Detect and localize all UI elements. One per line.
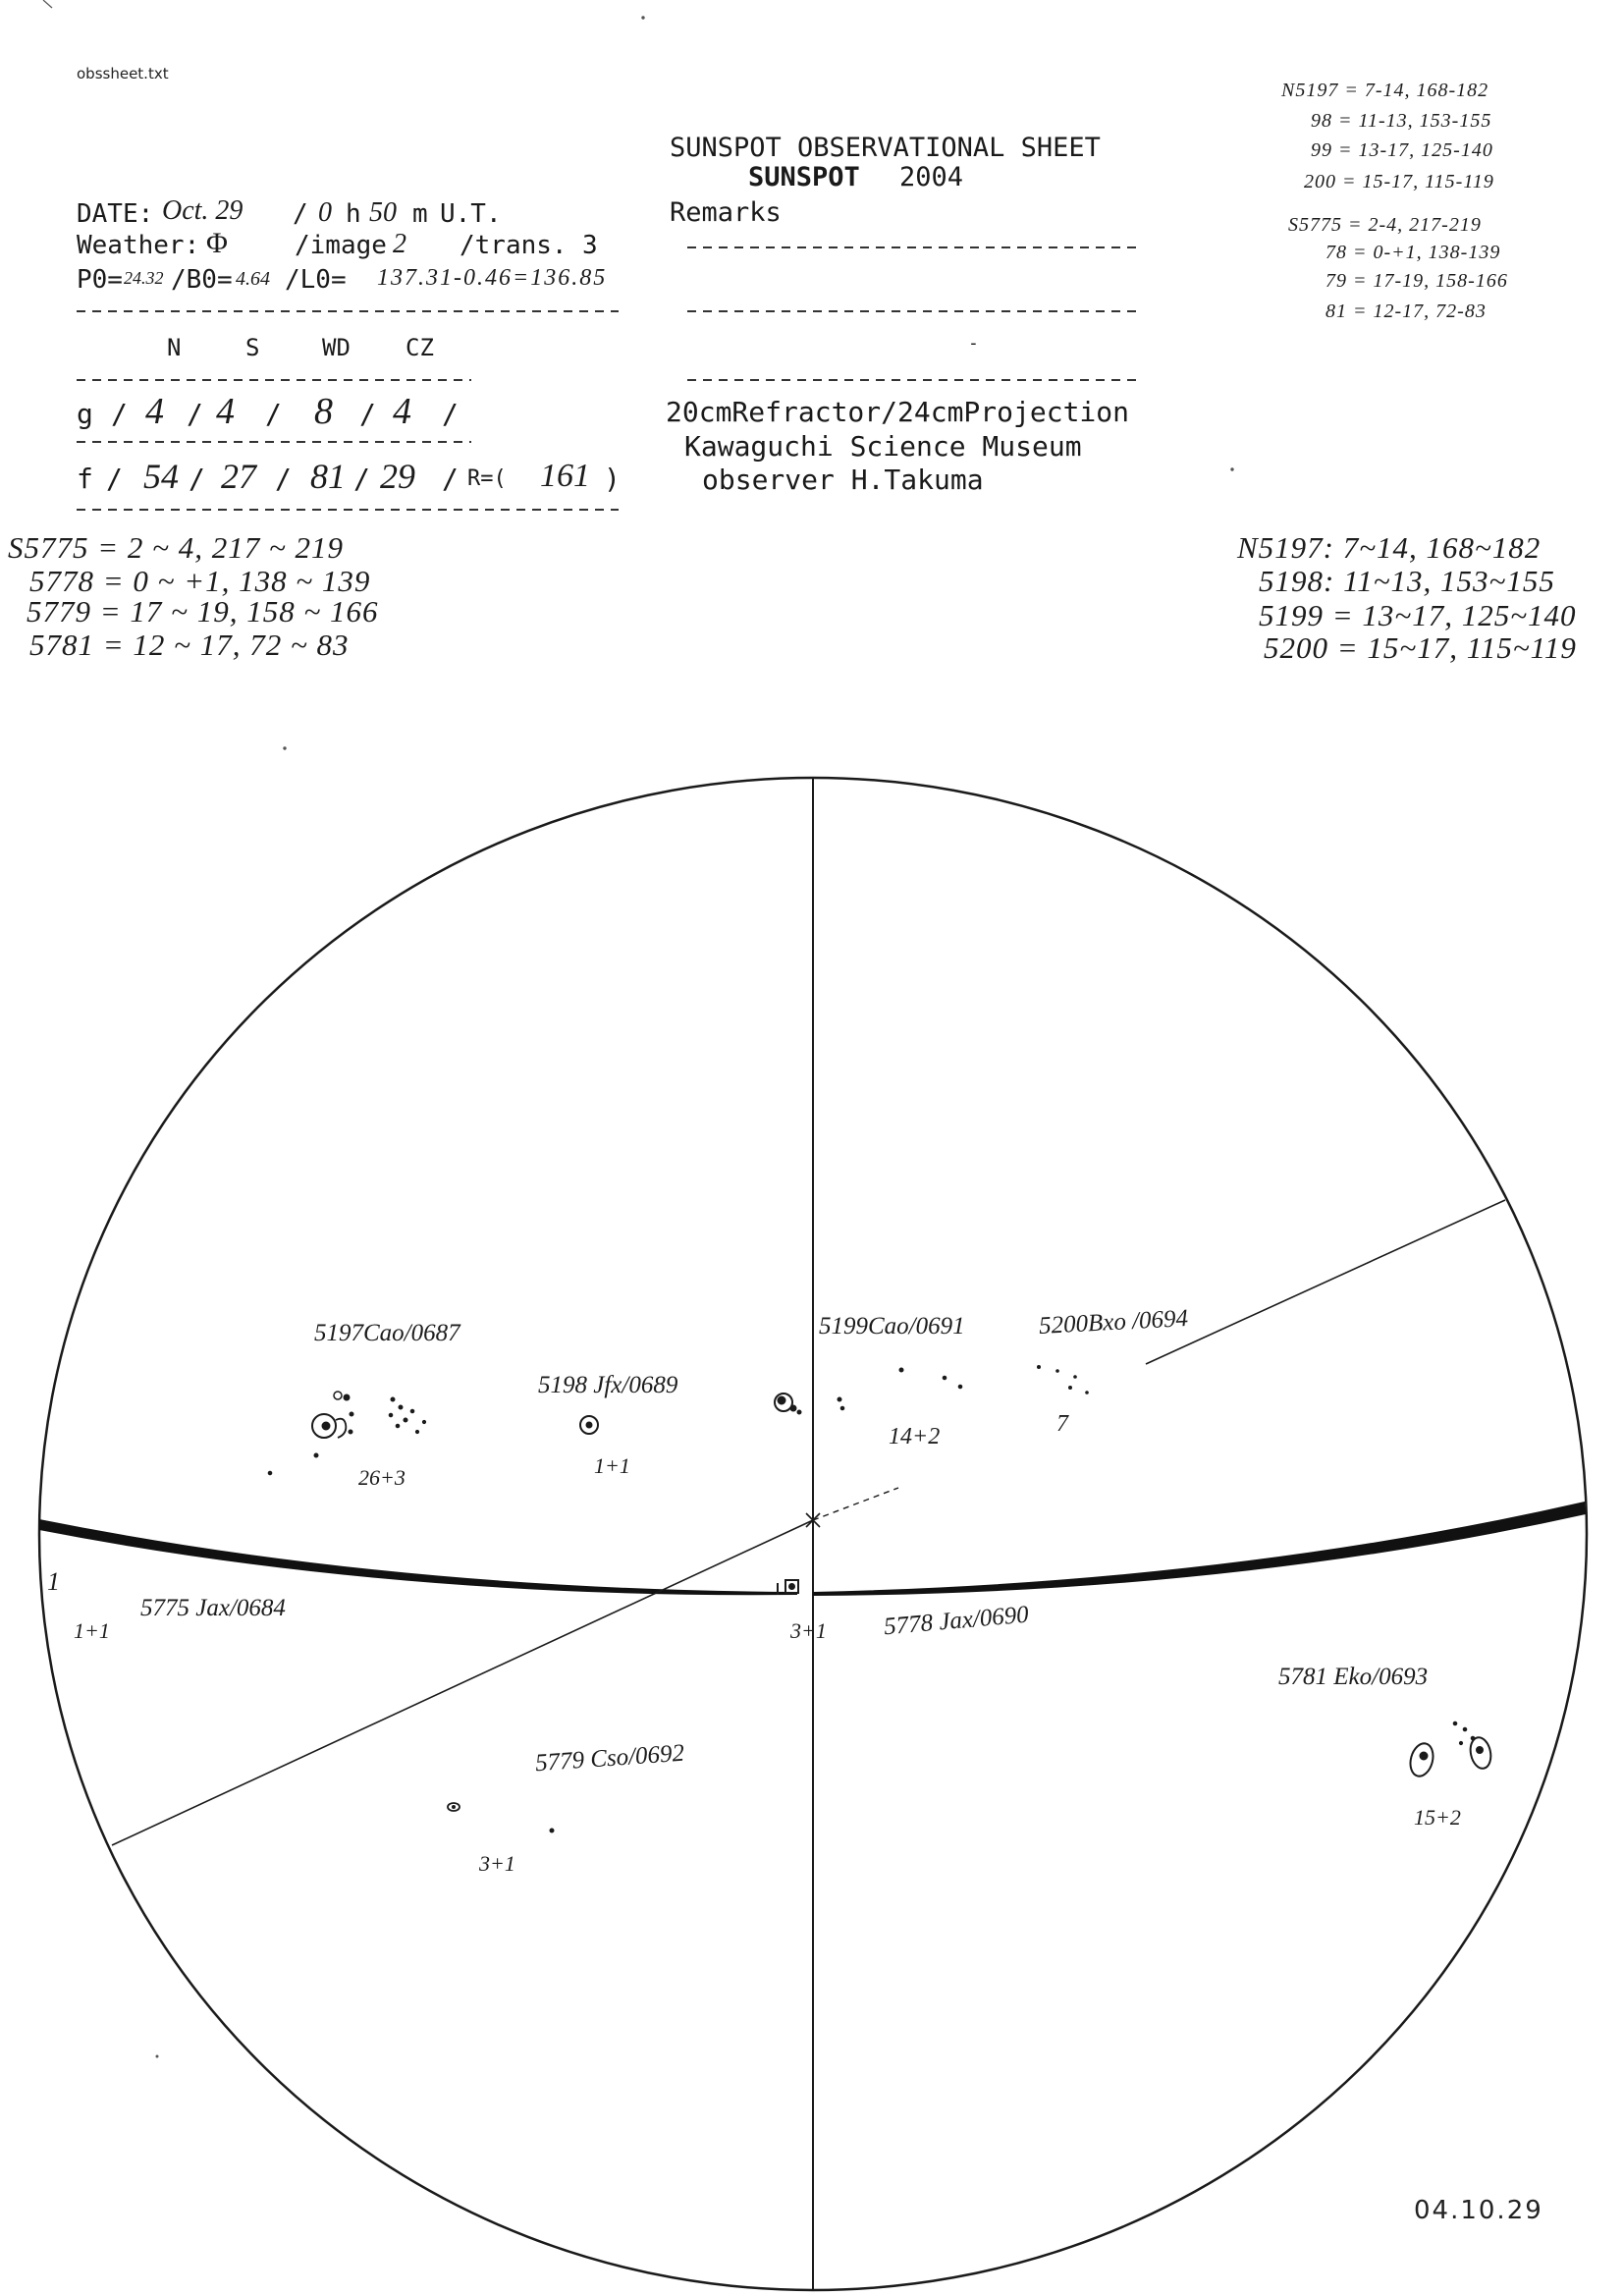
sunspot-pore — [314, 1453, 318, 1457]
time-minute: 50 — [369, 197, 397, 228]
sunspot-pore — [404, 1418, 407, 1422]
row-separator: / — [353, 463, 370, 495]
group-label-5781: 5781 Eko/0693 — [1278, 1664, 1429, 1690]
sunspot-umbra — [1477, 1747, 1484, 1754]
b0-value: 4.64 — [236, 268, 270, 290]
sunspot-pore — [1463, 1727, 1467, 1731]
sunspot-pore — [943, 1376, 947, 1380]
sunspot-group-5779 — [448, 1803, 554, 1832]
sunspot-group-5199 — [775, 1368, 962, 1414]
group-label-5199: 5199Cao/0691 — [819, 1313, 965, 1339]
row-separator: / — [111, 398, 128, 430]
l0-value: 137.31-0.46=136.85 — [377, 265, 608, 291]
sunspot-group-5200 — [1037, 1365, 1089, 1394]
sheet-year: 2004 — [899, 162, 964, 192]
sunspot-pore — [1453, 1722, 1457, 1725]
sunspot-pore — [415, 1430, 418, 1433]
sunspot-pore — [840, 1406, 844, 1410]
group-label-5775: 5775 Jax/0684 — [140, 1595, 286, 1621]
time-hour: 0 — [318, 197, 332, 228]
sunspot-pore — [350, 1412, 353, 1416]
row-separator: / — [442, 398, 459, 430]
note-south: S5775 = 2 ~ 4, 217 ~ 219 — [8, 530, 344, 565]
sunspot-group-5198 — [580, 1416, 598, 1434]
rotation-axis-line-dashed — [813, 1488, 898, 1520]
row-separator: / — [187, 398, 203, 430]
sheet-title: SUNSPOT OBSERVATIONAL SHEET — [670, 133, 1101, 163]
l0-label: /L0= — [285, 265, 347, 295]
sunspot-pore — [391, 1397, 395, 1401]
group-count-5200: 7 — [1056, 1411, 1068, 1437]
group-label-5200: 5200Bxo /0694 — [1038, 1305, 1189, 1339]
sunspot-pore — [790, 1405, 796, 1411]
trans-value: 3 — [582, 231, 598, 260]
p0-value: 24.32 — [124, 268, 164, 288]
note-small: 99 = 13-17, 125-140 — [1311, 139, 1493, 161]
group-label-5197: 5197Cao/0687 — [314, 1320, 460, 1346]
header-s: S — [245, 334, 260, 361]
weather-label: Weather: — [77, 231, 200, 260]
sunspot-pore — [797, 1410, 801, 1414]
note-north: 5198: 11~13, 153~155 — [1259, 564, 1555, 598]
rotation-axis-line-upper — [1146, 1200, 1505, 1364]
note-small: 81 = 12-17, 72-83 — [1325, 301, 1487, 322]
sunspot-pore — [958, 1385, 962, 1389]
note-north: 5200 = 15~17, 115~119 — [1264, 630, 1577, 665]
f-value-cz: 29 — [380, 457, 415, 496]
r-value: 161 — [540, 458, 590, 494]
sunspot-umbra — [778, 1396, 785, 1404]
group-label-5198: 5198 Jfx/0689 — [538, 1372, 678, 1398]
group-count-5779: 3+1 — [479, 1851, 515, 1876]
separator-line — [77, 509, 619, 511]
time-unit: U.T. — [440, 199, 502, 229]
sunspot-pore — [838, 1397, 841, 1401]
r-label: R=( — [467, 466, 507, 491]
sunspot-pore — [349, 1430, 352, 1434]
sunspot-umbra — [789, 1584, 795, 1590]
sunspot-pore — [1073, 1375, 1077, 1379]
note-south: 5781 = 12 ~ 17, 72 ~ 83 — [29, 628, 350, 662]
group-count-5197: 26+3 — [358, 1465, 406, 1490]
g-value-cz: 4 — [393, 391, 411, 432]
f-value-s: 27 — [221, 457, 256, 496]
file-name: obssheet.txt — [77, 65, 169, 82]
b0-label: /B0= — [171, 265, 233, 295]
f-label: f — [77, 463, 93, 495]
image-value: 2 — [393, 229, 406, 259]
p0-label: P0= — [77, 265, 123, 295]
sunspot-umbra — [453, 1806, 456, 1809]
note-north: N5197: 7~14, 168~182 — [1237, 530, 1542, 565]
sunspot-pore — [550, 1829, 554, 1832]
group-count-5775: 1+1 — [74, 1618, 110, 1643]
remarks-line — [687, 379, 1141, 381]
note-small: N5197 = 7-14, 168-182 — [1281, 80, 1489, 101]
rotation-axis-line-lower — [112, 1520, 813, 1845]
image-label: /image — [295, 231, 387, 260]
sunspot-umbra — [322, 1422, 330, 1430]
location: Kawaguchi Science Museum — [684, 430, 1082, 463]
note-south: 5779 = 17 ~ 19, 158 ~ 166 — [27, 594, 379, 629]
date-label: DATE: — [77, 199, 154, 229]
weather-value: Φ — [206, 227, 228, 259]
note-small: S5775 = 2-4, 217-219 — [1288, 214, 1482, 236]
instrument: 20cmRefractor/24cmProjection — [666, 396, 1130, 428]
note-south: 5778 = 0 ~ +1, 138 ~ 139 — [29, 564, 371, 598]
sunspot-pore — [389, 1413, 393, 1417]
sunspot-pore — [410, 1409, 414, 1413]
separator-line — [77, 441, 471, 443]
limb-mark: 1 — [47, 1567, 60, 1596]
r-close: ) — [604, 463, 621, 495]
sunspot-pore — [334, 1392, 342, 1399]
sunspot-pore — [344, 1394, 350, 1400]
time-minute-unit: m — [412, 199, 428, 229]
sunspot-group-5781 — [1407, 1722, 1493, 1778]
g-value-n: 4 — [145, 391, 164, 432]
equator-curve-left — [39, 1519, 797, 1595]
g-label: g — [77, 398, 93, 430]
sunspot-pore — [1055, 1369, 1059, 1373]
note-small: 79 = 17-19, 158-166 — [1325, 270, 1508, 292]
observer: observer H.Takuma — [702, 464, 984, 496]
header-cz: CZ — [406, 334, 434, 361]
group-count-5778: 3+1 — [790, 1618, 827, 1643]
separator-line — [77, 310, 619, 312]
sunspot-pore — [1085, 1391, 1089, 1394]
sunspot-pore — [899, 1368, 903, 1372]
remarks-label: Remarks — [670, 197, 782, 228]
row-separator: / — [442, 463, 459, 495]
row-separator: / — [359, 398, 376, 430]
sunspot-penumbra — [336, 1419, 346, 1438]
equator-curve-right — [813, 1502, 1586, 1596]
note-north: 5199 = 13~17, 125~140 — [1259, 598, 1577, 632]
note-small: 78 = 0-+1, 138-139 — [1325, 242, 1501, 263]
row-separator: / — [275, 463, 292, 495]
group-count-5198: 1+1 — [594, 1453, 630, 1478]
date-stamp: 04.10.29 — [1414, 2196, 1543, 2225]
note-small: 98 = 11-13, 153-155 — [1311, 110, 1492, 132]
sunspot-pore — [1471, 1736, 1475, 1740]
sunspot-pore — [1068, 1386, 1072, 1390]
group-label-5778: 5778 Jax/0690 — [883, 1601, 1030, 1641]
separator-line — [77, 379, 471, 381]
remarks-mark: - — [968, 333, 979, 354]
header-n: N — [167, 334, 182, 361]
header-wd: WD — [322, 334, 351, 361]
remarks-line — [687, 246, 1141, 248]
sunspot-group-5197 — [268, 1392, 425, 1475]
sunspot-pore — [399, 1405, 403, 1409]
sunspot-pore — [422, 1420, 425, 1423]
remarks-line — [687, 310, 1141, 312]
f-value-n: 54 — [143, 457, 179, 496]
group-label-5779: 5779 Cso/0692 — [534, 1739, 685, 1777]
row-separator: / — [265, 398, 282, 430]
row-separator: / — [189, 463, 205, 495]
group-count-5781: 15+2 — [1414, 1805, 1461, 1830]
time-separator: / — [293, 199, 308, 229]
sheet-subtitle-word: SUNSPOT — [748, 162, 860, 192]
g-value-s: 4 — [216, 391, 235, 432]
f-value-wd: 81 — [310, 457, 346, 496]
sunspot-umbra — [586, 1422, 592, 1428]
row-separator: / — [106, 463, 123, 495]
g-value-wd: 8 — [314, 391, 333, 432]
time-hour-unit: h — [346, 199, 361, 229]
sunspot-pore — [268, 1471, 272, 1475]
date-value: Oct. 29 — [162, 195, 243, 226]
note-small: 200 = 15-17, 115-119 — [1304, 171, 1494, 192]
group-count-5199: 14+2 — [889, 1424, 941, 1449]
sunspot-pore — [1037, 1365, 1041, 1369]
trans-label: /trans. — [460, 231, 568, 260]
sunspot-pore — [396, 1424, 400, 1428]
sunspot-umbra — [1420, 1752, 1428, 1760]
sunspot-pore — [1459, 1741, 1462, 1744]
